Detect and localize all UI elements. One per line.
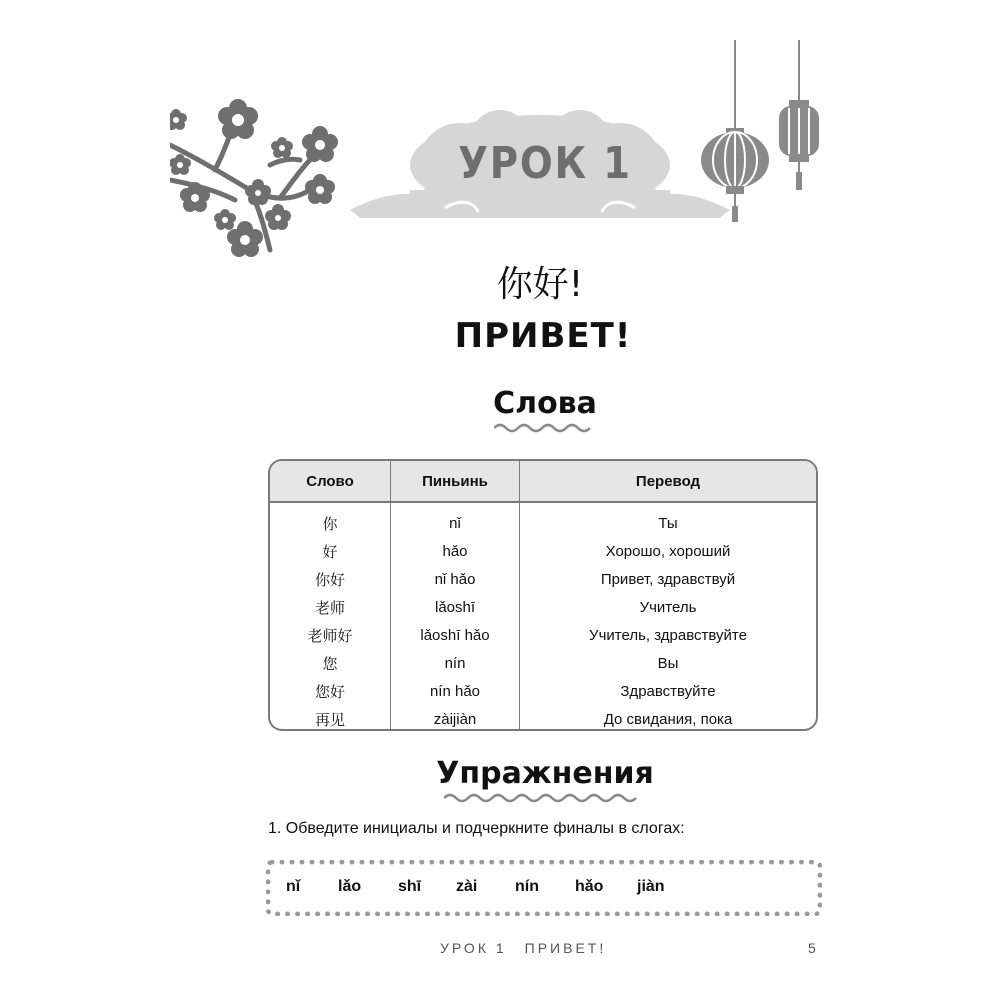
syllable: nín	[515, 878, 539, 895]
table-cell-pinyin: lǎoshī hǎo	[420, 626, 490, 644]
table-cell-pinyin: hǎo	[442, 542, 468, 560]
table-cell-pinyin: nín	[444, 654, 466, 672]
table-cell-word: 老师	[314, 599, 345, 617]
table-cell-pinyin: lǎoshī	[434, 598, 476, 616]
header-translation: Перевод	[519, 461, 816, 501]
page-title: ПРИВЕТ!	[454, 316, 632, 356]
lantern-icon	[775, 40, 823, 195]
translation-column	[519, 503, 816, 731]
word-column	[270, 503, 390, 731]
table-cell-word: 你好	[314, 571, 345, 589]
table-cell-translation: Хорошо, хороший	[605, 542, 731, 560]
syllable: nǐ	[286, 878, 301, 895]
syllable: lǎo	[338, 878, 362, 895]
syllable: hǎo	[575, 878, 604, 895]
syllable: zài	[456, 878, 478, 895]
hanzi-title: 你好!	[496, 264, 584, 305]
table-cell-word: 再见	[314, 711, 345, 729]
cherry-blossom-branch-icon	[170, 90, 340, 275]
table-cell-pinyin: nǐ	[449, 514, 461, 532]
table-body	[270, 503, 816, 731]
table-cell-translation: Ты	[658, 514, 678, 532]
table-cell-translation: Вы	[657, 654, 679, 672]
syllable: jiàn	[637, 878, 665, 895]
lantern-icon	[698, 40, 772, 225]
table-cell-translation: Здравствуйте	[620, 682, 716, 700]
header-word: Слово	[306, 472, 354, 490]
exercise-instruction: 1. Обведите инициалы и подчеркните финалы в слогах:	[268, 820, 685, 837]
vocabulary-table	[268, 459, 818, 731]
footer-title: ПРИВЕТ!	[524, 940, 607, 956]
running-footer	[440, 940, 606, 956]
table-cell-word: 您好	[314, 683, 345, 701]
syllable: shī	[398, 878, 422, 895]
table-cell-pinyin: nín hǎo	[429, 682, 481, 700]
exercises-heading: Упражнения	[436, 756, 654, 791]
table-cell-pinyin: nǐ hǎo	[434, 570, 476, 588]
table-cell-pinyin: zàijiàn	[433, 710, 477, 728]
table-cell-translation: До свидания, пока	[603, 710, 733, 728]
table-cell-translation: Учитель	[639, 598, 697, 616]
lesson-badge: УРОК 1	[458, 138, 632, 189]
table-cell-word: 你	[322, 515, 338, 533]
table-cell-word: 您	[322, 655, 338, 673]
header-pinyin: Пиньинь	[390, 461, 519, 501]
table-cell-word: 老师好	[307, 627, 353, 645]
table-cell-translation: Учитель, здравствуйте	[589, 626, 747, 644]
page-number: 5	[808, 940, 816, 956]
wave-divider-icon	[494, 422, 594, 434]
table-header	[270, 461, 816, 503]
table-cell-translation: Привет, здравствуй	[600, 570, 736, 588]
table-cell-word: 好	[322, 543, 338, 561]
pinyin-column	[390, 503, 519, 731]
footer-lesson: УРОК 1	[440, 940, 507, 956]
wave-divider-icon	[444, 792, 644, 804]
words-heading: Слова	[493, 386, 597, 421]
